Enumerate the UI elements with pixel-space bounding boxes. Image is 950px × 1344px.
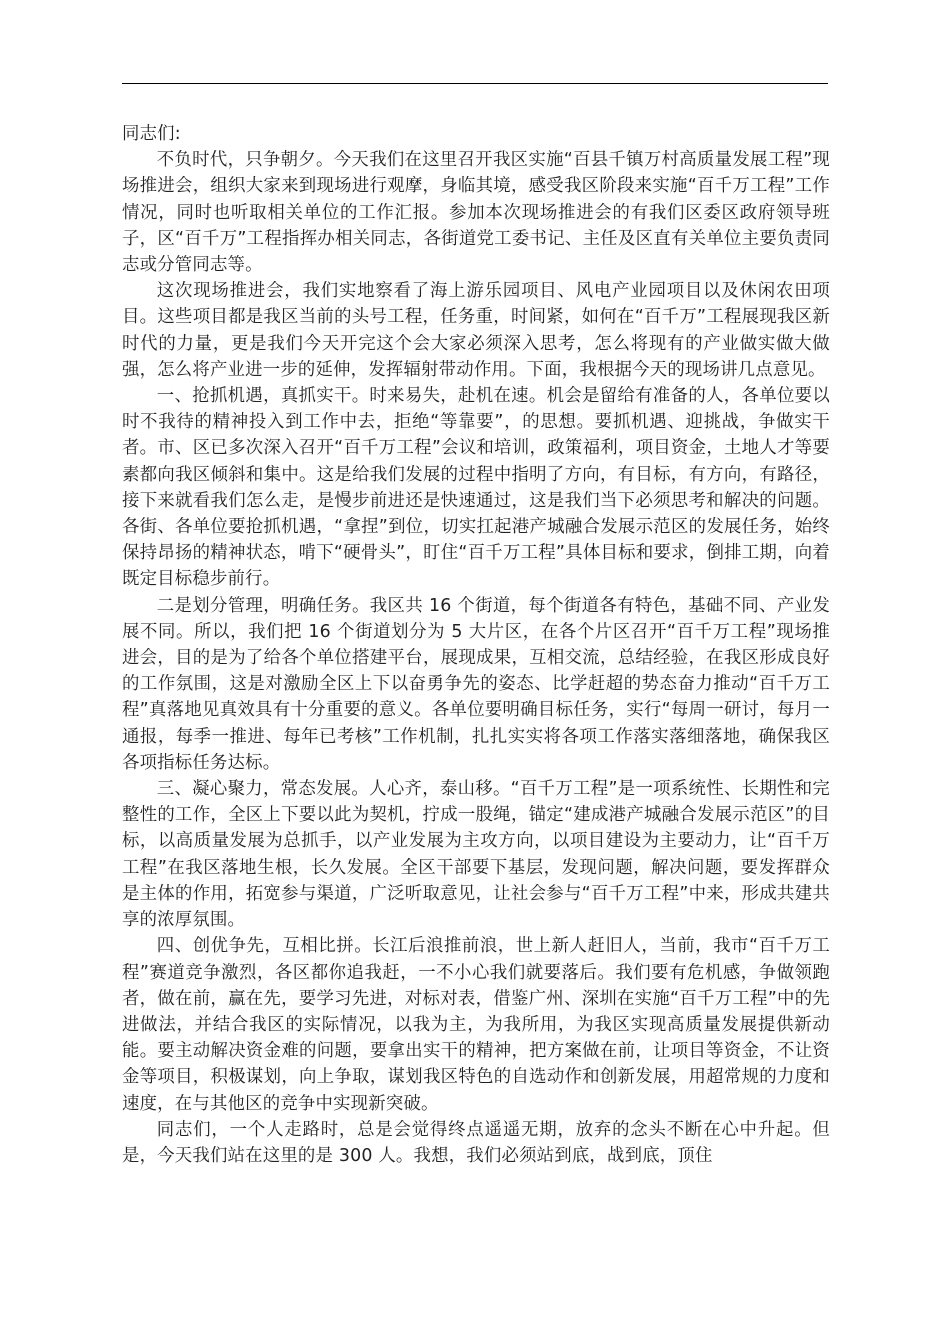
paragraph-5: 三、凝心聚力，常态发展。人心齐，泰山移。“百千万工程”是一项系统性、长期性和完整性的工作，全区上下要以此为契机，拧成一股绳，锚定“建成港产城融合发展示范区”的目标，以高质量发展为总抓手，以产业发展为主攻方向，以项目建设为主要动力，让“百千万工程”在我区落地生根，长久发展。全区干部要下基层，发现问题，解决问题，要发挥群众是主体的作用，拓宽参与渠道，广泛听取意见，让社会参与“百千万工程”中来，形成共建共享的浓厚氛围。 [122, 779, 830, 931]
paragraph-3: 一、抢抓机遇，真抓实干。时来易失，赴机在速。机会是留给有准备的人，各单位要以时不我待的精神投入到工作中去，拒绝“等靠要”，的思想。要抓机遇、迎挑战，争做实干者。市、区已多次深入召开“百千万工程”会议和培训，政策福利，项目资金，土地人才等要素都向我区倾斜和集中。这是给我们发展的过程中指明了方向，有目标，有方向，有路径，接下来就看我们怎么走，是慢步前进还是快速通过，这是我们当下必须思考和解决的问题。各街、各单位要抢抓机遇，“拿捏”到位，切实扛起港产城融合发展示范区的发展任务，始终保持昂扬的精神状态，啃下“硬骨头”，盯住“百千万工程”具体目标和要求，倒排工期，向着既定目标稳步前行。 [122, 386, 830, 590]
paragraph-2: 这次现场推进会，我们实地察看了海上游乐园项目、风电产业园项目以及休闲农田项目。这些项目都是我区当前的头号工程，任务重，时间紧，如何在“百千万”工程展现我区新时代的力量，更是我们今天开完这个会大家必须深入思考，怎么将现有的产业做实做大做强，怎么将产业进一步的延伸，发挥辐射带动作用。下面，我根据今天的现场讲几点意见。 [122, 281, 830, 380]
paragraph-7: 同志们，一个人走路时，总是会觉得终点遥遥无期，放弃的念头不断在心中升起。但是，今天我们站在这里的是 300 人。我想，我们必须站到底，战到底，顶住 [122, 1119, 830, 1166]
header-rule [122, 83, 828, 84]
salutation: 同志们: [122, 124, 181, 144]
document-body [122, 121, 830, 1169]
paragraph-4: 二是划分管理，明确任务。我区共 16 个街道，每个街道各有特色，基础不同、产业发展不同。所以，我们把 16 个街道划分为 5 大片区，在各个片区召开“百千万工程”现场推进会，目的是为了给各个单位搭建平台，展现成果，互相交流，总结经验，在我区形成良好的工作氛围，这是对激励全区上下以奋勇争先的姿态、比学赶超的势态奋力推动“百千万工程”真落地见真效具有十分重要的意义。各单位要明确目标任务，实行“每周一研讨，每月一通报，每季一推进、每年已考核”工作机制，扎扎实实将各项工作落实落细落地，确保我区各项指标任务达标。 [122, 595, 830, 773]
paragraph-1: 不负时代，只争朝夕。今天我们在这里召开我区实施“百县千镇万村高质量发展工程”现场推进会，组织大家来到现场进行观摩，身临其境，感受我区阶段来实施“百千万工程”工作情况，同时也听取相关单位的工作汇报。参加本次现场推进会的有我们区委区政府领导班子，区“百千万”工程指挥办相关同志，各街道党工委书记、主任及区直有关单位主要负责同志或分管同志等。 [122, 150, 830, 276]
paragraph-6: 四、创优争先，互相比拼。长江后浪推前浪，世上新人赶旧人，当前，我市“百千万工程”赛道竞争激烈，各区都你追我赶，一不小心我们就要落后。我们要有危机感，争做领跑者，做在前，赢在先，要学习先进，对标对表，借鉴广州、深圳在实施“百千万工程”中的先进做法，并结合我区的实际情况，以我为主，为我所用，为我区实现高质量发展提供新动能。要主动解决资金难的问题，要拿出实干的精神，把方案做在前，让项目等资金，不让资金等项目，积极谋划，向上争取，谋划我区特色的自选动作和创新发展，用超常规的力度和速度，在与其他区的竞争中实现新突破。 [122, 936, 830, 1114]
